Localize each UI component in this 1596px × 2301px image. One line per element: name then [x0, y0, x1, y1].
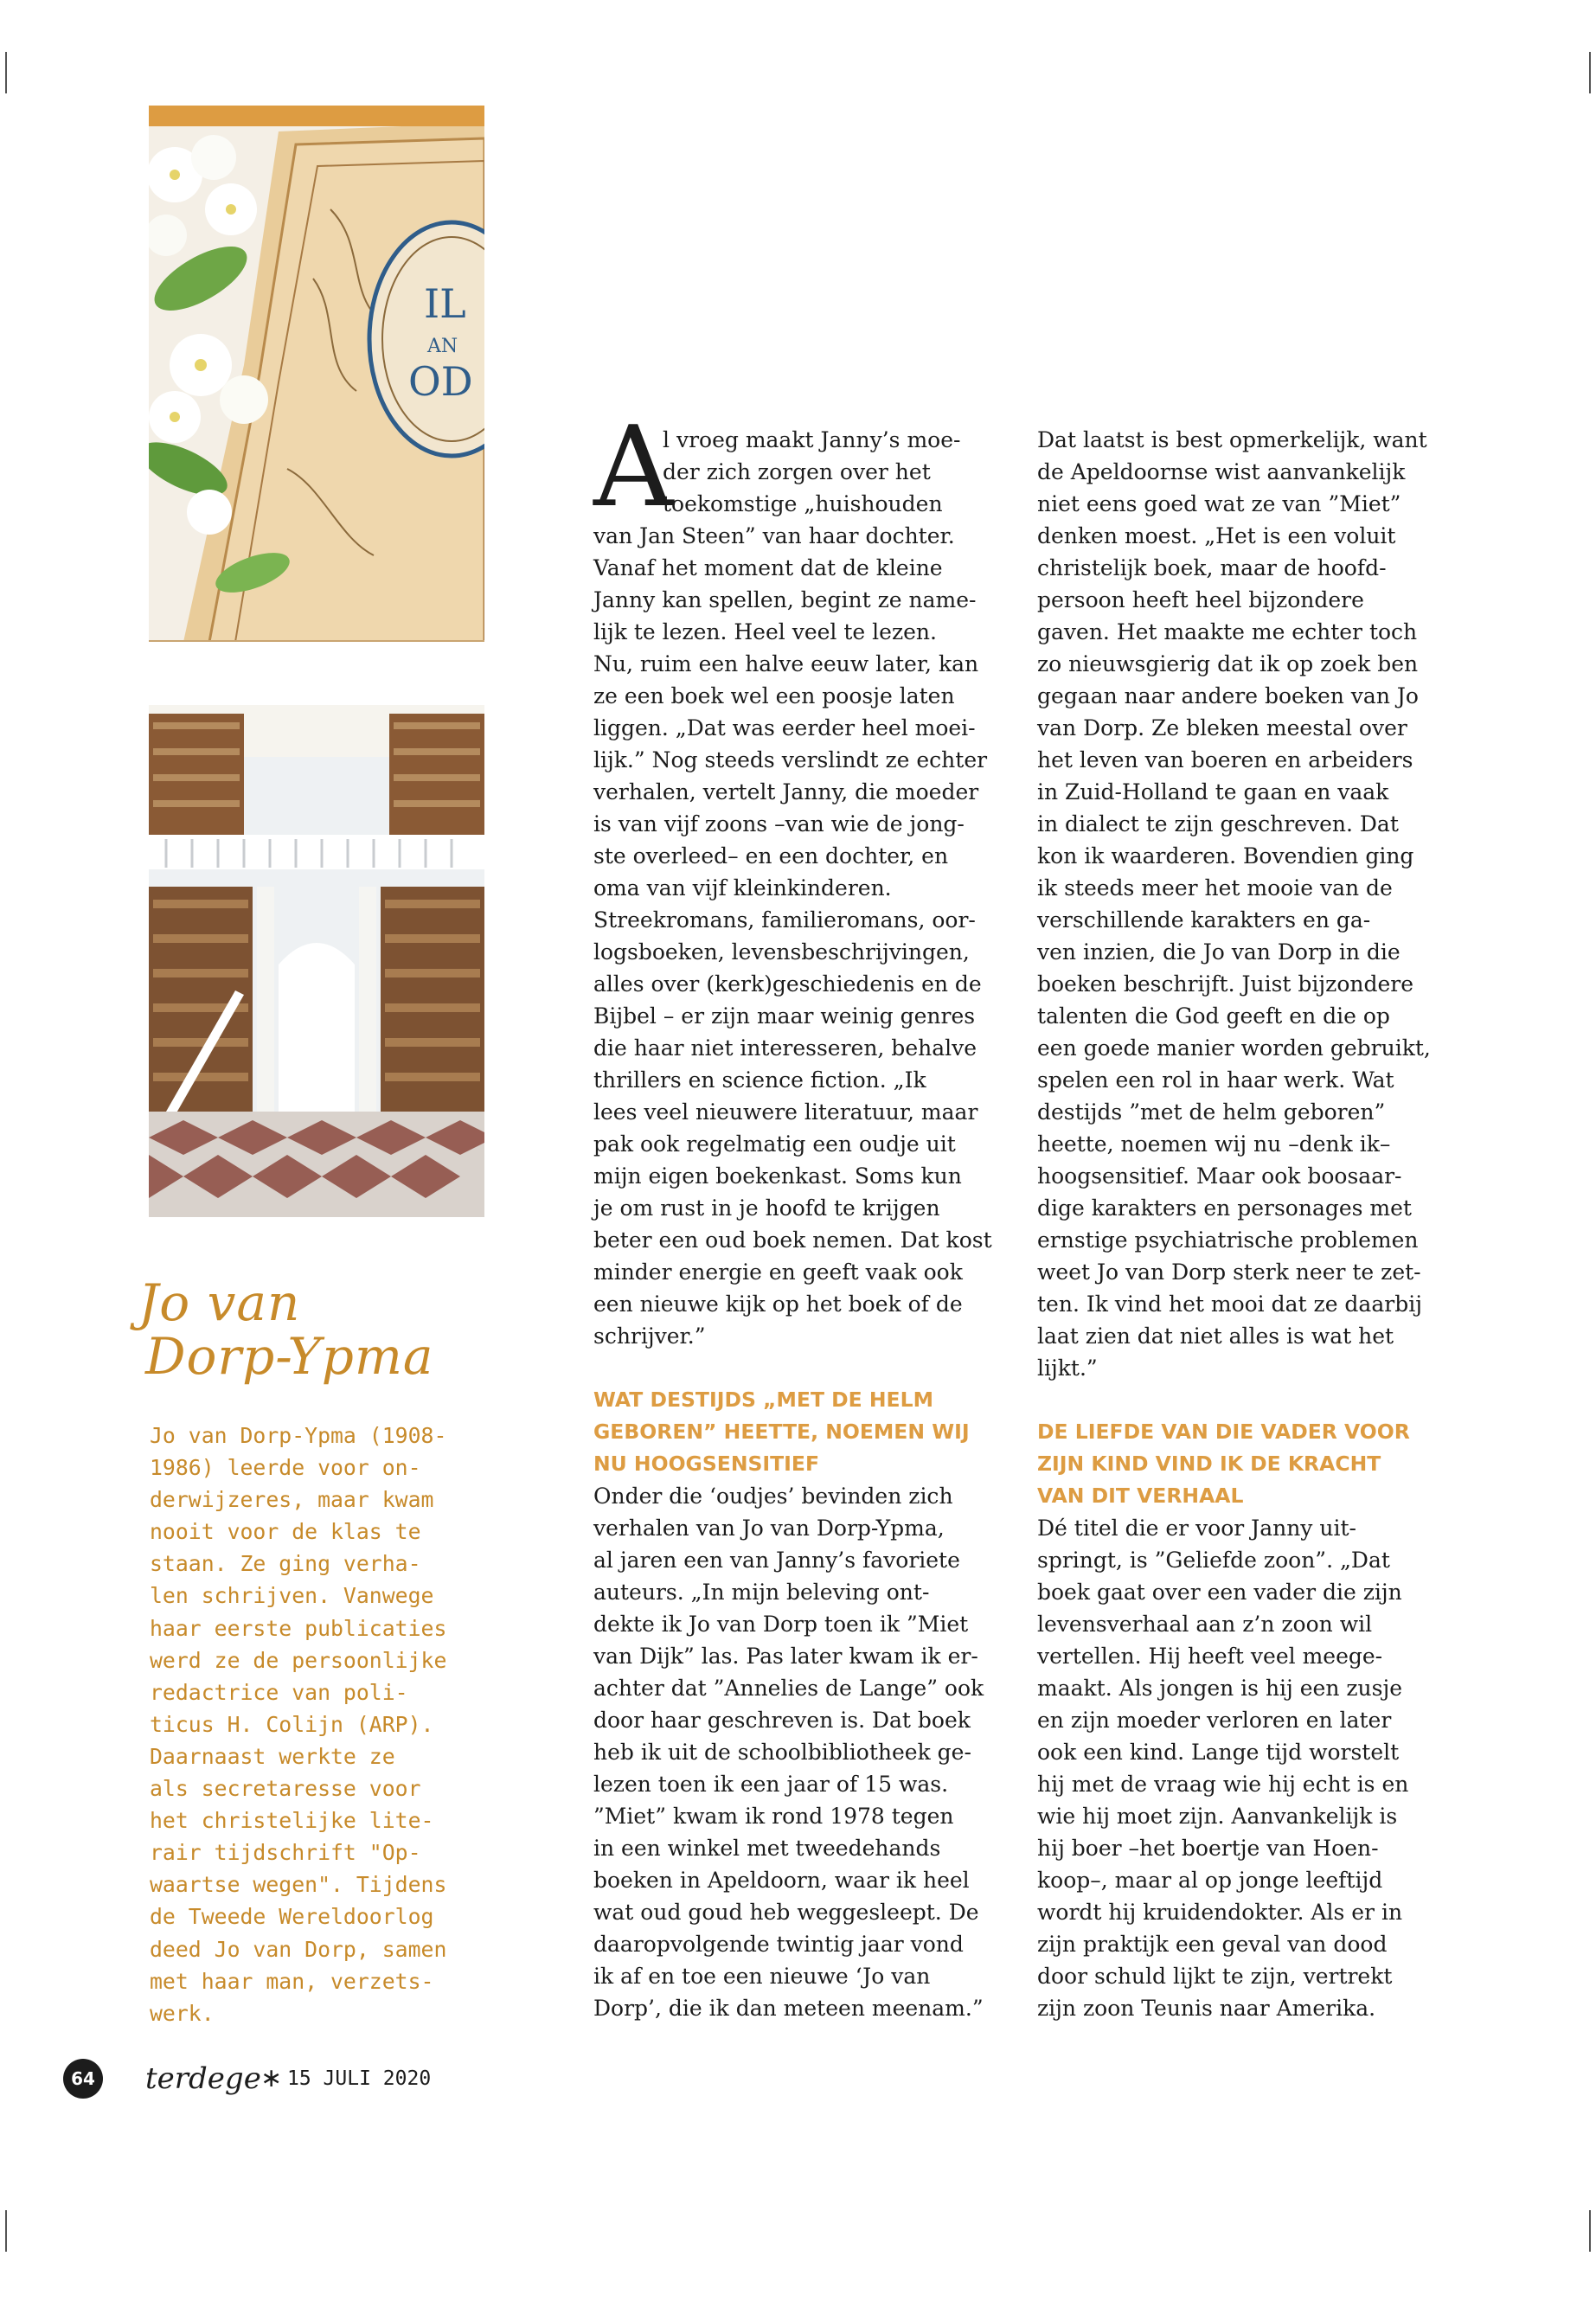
body-line: springt, is ”Geliefde zoon”. „Dat	[1037, 1548, 1390, 1573]
body-line: in Zuid-Holland te gaan en vaak	[1037, 779, 1389, 804]
body-line: wordt hij kruidendokter. Als er in	[1037, 1900, 1403, 1925]
body-line: levensverhaal aan z’n zoon wil	[1037, 1612, 1373, 1637]
body-line: het leven van boeren en arbeiders	[1037, 747, 1413, 772]
body-line: Nu, ruim een halve eeuw later, kan	[593, 651, 979, 676]
body-line: zo nieuwsgierig dat ik op zoek ben	[1037, 651, 1419, 676]
subheading: WAT DESTIJDS „MET DE HELM	[593, 1388, 933, 1412]
drop-cap: A	[593, 403, 674, 532]
image-underline	[149, 640, 484, 642]
sidebar-title-line: Jo van	[138, 1273, 301, 1332]
body-line: ik af en toe een nieuwe ‘Jo van	[593, 1964, 931, 1989]
body-line: niet eens goed wat ze van ”Miet”	[1037, 491, 1401, 516]
body-line: lijk.” Nog steeds verslindt ze echter	[593, 747, 988, 772]
body-line: hij met de vraag wie hij echt is en	[1037, 1772, 1409, 1797]
body-line: lijk te lezen. Heel veel te lezen.	[593, 619, 937, 644]
body-line: ”Miet” kwam ik rond 1978 tegen	[593, 1804, 954, 1829]
library-illustration	[149, 705, 484, 1217]
body-line: wie hij moet zijn. Aanvankelijk is	[1037, 1804, 1398, 1829]
body-line: al jaren een van Janny’s favoriete	[593, 1548, 960, 1573]
body-line: christelijk boek, maar de hoofd-	[1037, 555, 1387, 580]
body-line: boeken in Apeldoorn, waar ik heel	[593, 1868, 970, 1893]
body-line: die haar niet interesseren, behalve	[593, 1035, 977, 1061]
body-line: en zijn moeder verloren en later	[1037, 1708, 1392, 1733]
article-column-right	[1037, 424, 1452, 2024]
body-line: talenten die God geeft en die op	[1037, 1003, 1390, 1029]
bio-line: len schrijven. Vanwege	[150, 1583, 434, 1609]
body-line: lijkt.”	[1037, 1356, 1098, 1381]
body-line: beter een oud boek nemen. Dat kost	[593, 1227, 992, 1253]
body-line: dige karakters en personages met	[1037, 1195, 1412, 1221]
body-line: de Apeldoornse wist aanvankelijk	[1037, 459, 1406, 484]
body-line: verschillende karakters en ga-	[1037, 907, 1371, 933]
body-line: heb ik uit de schoolbibliotheek ge-	[593, 1740, 971, 1765]
body-line: Onder die ‘oudjes’ bevinden zich	[593, 1484, 953, 1509]
body-line: thrillers en science fiction. „Ik	[593, 1067, 926, 1093]
bio-line: als secretaresse voor	[150, 1776, 421, 1802]
body-line: Streekromans, familieromans, oor-	[593, 907, 976, 933]
bio-line: nooit voor de klas te	[150, 1519, 421, 1545]
body-line: boeken beschrijft. Juist bijzondere	[1037, 971, 1414, 997]
issue-date: 15 JULI 2020	[287, 2067, 432, 2090]
body-line: persoon heeft heel bijzondere	[1037, 587, 1364, 612]
sidebar-title	[138, 1273, 502, 1386]
bio-line: de Tweede Wereldoorlog	[150, 1904, 434, 1930]
bio-line: ticus H. Colijn (ARP).	[150, 1711, 434, 1737]
bio-line: staan. Ze ging verha-	[150, 1551, 421, 1577]
body-line: toekomstige „huishouden	[663, 491, 943, 516]
bio-line: Daarnaast werkte ze	[150, 1743, 395, 1769]
body-line: Vanaf het moment dat de kleine	[593, 555, 943, 580]
book-photo	[149, 106, 484, 642]
asterisk-separator: ∗	[260, 2063, 283, 2093]
body-line: ten. Ik vind het mooi dat ze daarbij	[1037, 1292, 1422, 1317]
body-line: Dat laatst is best opmerkelijk, want	[1037, 427, 1427, 452]
body-line: vertellen. Hij heeft veel meege-	[1037, 1644, 1383, 1669]
body-line: door haar geschreven is. Dat boek	[593, 1708, 971, 1733]
body-line: maakt. Als jongen is hij een zusje	[1037, 1676, 1403, 1701]
magazine-brand: terdege	[145, 2061, 261, 2096]
body-line: van Dijk” las. Pas later kwam ik er-	[593, 1644, 978, 1669]
bio-line: rair tijdschrift "Op-	[150, 1840, 421, 1866]
body-line: auteurs. „In mijn beleving ont-	[593, 1580, 930, 1605]
crop-mark	[1589, 2210, 1591, 2252]
subheading: NU HOOGSENSITIEF	[593, 1452, 820, 1476]
body-line: ven inzien, die Jo van Dorp in die	[1037, 939, 1401, 965]
body-line: kon ik waarderen. Bovendien ging	[1037, 843, 1414, 868]
body-line: minder energie en geeft vaak ook	[593, 1259, 963, 1285]
body-line: lees veel nieuwere literatuur, maar	[593, 1099, 978, 1125]
bio-line: Jo van Dorp-Ypma (1908-	[150, 1423, 447, 1448]
body-line: door schuld lijkt te zijn, vertrekt	[1037, 1964, 1393, 1989]
body-line: wat oud goud heb weggesleept. De	[593, 1900, 979, 1925]
subheading: GEBOREN” HEETTE, NOEMEN WIJ	[593, 1420, 970, 1444]
accent-bar	[149, 106, 484, 126]
page-number-badge: 64	[63, 2059, 103, 2099]
body-line: ernstige psychiatrische problemen	[1037, 1227, 1419, 1253]
body-line: van Jan Steen” van haar dochter.	[593, 523, 955, 548]
sidebar-title-line: Dorp-Ypma	[145, 1327, 434, 1386]
subheading: ZIJN KIND VIND IK DE KRACHT	[1037, 1452, 1381, 1476]
body-line: liggen. „Dat was eerder heel moei-	[593, 715, 976, 740]
article-column-left	[593, 424, 1009, 2024]
sidebar-bio	[150, 1420, 491, 2029]
body-line: heette, noemen wij nu –denk ik–	[1037, 1131, 1391, 1157]
body-line: daaropvolgende twintig jaar vond	[593, 1932, 964, 1957]
body-line: ik steeds meer het mooie van de	[1037, 875, 1393, 901]
body-line: alles over (kerk)geschiedenis en de	[593, 971, 982, 997]
body-line: l vroeg maakt Janny’s moe-	[663, 427, 961, 452]
body-line: Dorp’, die ik dan meteen meenam.”	[593, 1996, 984, 2021]
body-line: verhalen, vertelt Janny, die moeder	[593, 779, 979, 804]
body-line: Janny kan spellen, begint ze name-	[593, 587, 977, 612]
bio-line: haar eerste publicaties	[150, 1615, 447, 1641]
body-line: in een winkel met tweedehands	[593, 1836, 941, 1861]
body-line: verhalen van Jo van Dorp-Ypma,	[593, 1516, 945, 1541]
bio-line: met haar man, verzets-	[150, 1968, 434, 1994]
body-line: een goede manier worden gebruikt,	[1037, 1035, 1431, 1061]
body-line: ste overleed– en een dochter, en	[593, 843, 949, 868]
body-line: je om rust in je hoofd te krijgen	[593, 1195, 940, 1221]
body-line: laat zien dat niet alles is wat het	[1037, 1324, 1394, 1349]
cover-lettering: IL	[424, 280, 466, 327]
body-line: logsboeken, levensbeschrijvingen,	[593, 939, 970, 965]
body-line: koop–, maar al op jonge leeftijd	[1037, 1868, 1383, 1893]
body-line: Dé titel die er voor Janny uit-	[1037, 1516, 1356, 1541]
crop-mark	[1589, 52, 1591, 93]
body-line: dekte ik Jo van Dorp toen ik ”Miet	[593, 1612, 969, 1637]
body-line: schrijver.”	[593, 1324, 706, 1349]
bio-line: 1986) leerde voor on-	[150, 1455, 421, 1481]
body-line: van Dorp. Ze bleken meestal over	[1037, 715, 1407, 740]
bio-line: redactrice van poli-	[150, 1679, 408, 1705]
svg-text:OD: OD	[408, 358, 473, 405]
body-line: zijn praktijk een geval van dood	[1037, 1932, 1388, 1957]
body-line: der zich zorgen over het	[663, 459, 931, 484]
bio-line: derwijzeres, maar kwam	[150, 1487, 434, 1513]
bio-line: waartse wegen". Tijdens	[150, 1872, 447, 1898]
body-line: hij boer –het boertje van Hoen-	[1037, 1836, 1379, 1861]
body-line: mijn eigen boekenkast. Soms kun	[593, 1163, 962, 1189]
body-line: Bijbel – er zijn maar weinig genres	[593, 1003, 976, 1029]
bio-line: het christelijke lite-	[150, 1808, 434, 1834]
bio-line: werd ze de persoonlijke	[150, 1647, 447, 1673]
crop-mark	[5, 2210, 7, 2252]
bio-line: werk.	[150, 2000, 215, 2026]
body-line: ook een kind. Lange tijd worstelt	[1037, 1740, 1400, 1765]
body-line: een nieuwe kijk op het boek of de	[593, 1292, 963, 1317]
body-line: denken moest. „Het is een voluit	[1037, 523, 1396, 548]
body-line: lezen toen ik een jaar of 15 was.	[593, 1772, 949, 1797]
body-line: gaven. Het maakte me echter toch	[1037, 619, 1418, 644]
library-photo	[149, 705, 484, 1217]
body-line: zijn zoon Teunis naar Amerika.	[1037, 1996, 1376, 2021]
book-illustration	[149, 106, 484, 642]
subheading: VAN DIT VERHAAL	[1037, 1484, 1244, 1508]
crop-mark	[5, 52, 7, 93]
body-line: pak ook regelmatig een oudje uit	[593, 1131, 956, 1157]
body-line: achter dat ”Annelies de Lange” ook	[593, 1676, 984, 1701]
bio-line: deed Jo van Dorp, samen	[150, 1936, 447, 1962]
svg-text:AN: AN	[427, 336, 458, 357]
body-line: oma van vijf kleinkinderen.	[593, 875, 892, 901]
body-line: destijds ”met de helm geboren”	[1037, 1099, 1386, 1125]
body-line: is van vijf zoons –van wie de jong-	[593, 811, 965, 836]
body-line: ze een boek wel een poosje laten	[593, 683, 955, 708]
body-line: weet Jo van Dorp sterk neer te zet-	[1037, 1259, 1421, 1285]
body-line: boek gaat over een vader die zijn	[1037, 1580, 1402, 1605]
body-line: hoogsensitief. Maar ook boosaar-	[1037, 1163, 1402, 1189]
body-line: gegaan naar andere boeken van Jo	[1037, 683, 1419, 708]
body-line: in dialect te zijn geschreven. Dat	[1037, 811, 1399, 836]
body-line: spelen een rol in haar werk. Wat	[1037, 1067, 1394, 1093]
subheading: DE LIEFDE VAN DIE VADER VOOR	[1037, 1420, 1410, 1444]
